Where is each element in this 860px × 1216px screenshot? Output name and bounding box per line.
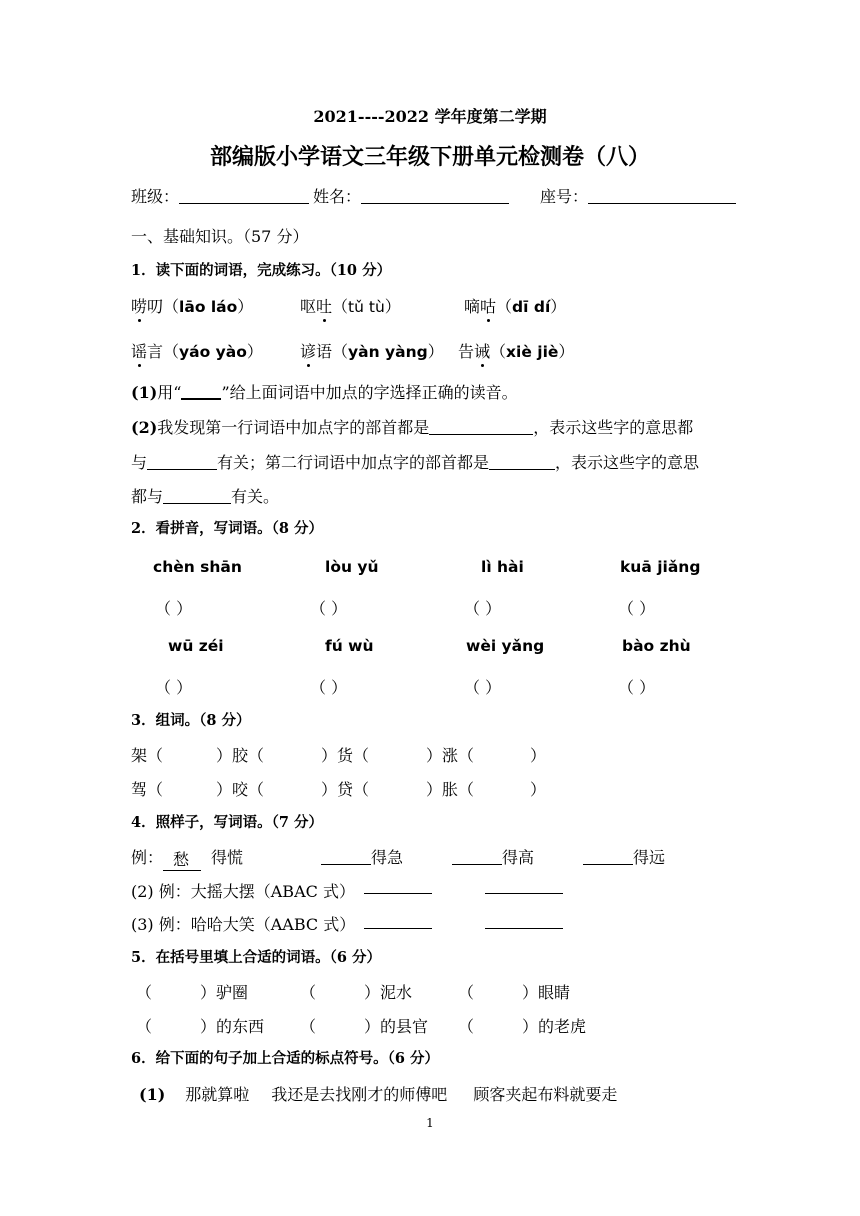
- q2-pinyin-2: lòu yǔ: [325, 558, 379, 576]
- q4-part-2-blank-2[interactable]: [485, 877, 563, 894]
- example-answer: 愁: [163, 847, 201, 871]
- pinyin-options[interactable]: yáo yào: [179, 343, 247, 361]
- q1-word-2: 呕吐（tǔ tù）: [300, 294, 401, 317]
- page-title: 部编版小学语文三年级下册单元检测卷（八）: [209, 144, 650, 170]
- q1-part-2-line-2: 与 有关；第二行词语中加点字的部首都是 ，表示这些字的意思: [131, 453, 700, 472]
- q5-item-4[interactable]: （ ）的东西: [136, 1017, 265, 1036]
- dotted-char: 唠: [131, 294, 147, 317]
- dotted-char: 谣: [131, 339, 147, 362]
- q3-item-4[interactable]: ）涨（: [426, 746, 475, 765]
- q3-item-4-close: ）: [530, 746, 547, 765]
- q4-item-1: 得急: [321, 845, 403, 868]
- class-field: [131, 184, 309, 207]
- q6-sentence-1: (1) 那就算啦 我还是去找刚才的师傅吧 顾客夹起布料就要走: [139, 1085, 618, 1104]
- pinyin-options[interactable]: xiè jiè: [506, 343, 559, 361]
- class-label: 班级：: [131, 187, 180, 206]
- q2-answer-5[interactable]: （ ）: [155, 678, 193, 697]
- q1-part-1: (1)用“ ”给上面词语中加点的字选择正确的读音。: [131, 383, 518, 402]
- q4-part-2: (2) 例：大摇大摆（ABAC 式）: [131, 882, 355, 901]
- meaning-blank-2[interactable]: [163, 489, 231, 504]
- q5-item-5[interactable]: （ ）的县官: [300, 1017, 429, 1036]
- q2-answer-1[interactable]: （ ）: [155, 599, 193, 618]
- q2-pinyin-1: chèn shān: [153, 558, 242, 576]
- q4-item-3: 得远: [583, 845, 665, 868]
- name-blank[interactable]: [361, 187, 509, 204]
- q4-part-3-blank-2[interactable]: [485, 912, 563, 929]
- q2-pinyin-4: kuā jiǎng: [620, 558, 701, 576]
- name-label: 姓名：: [313, 187, 362, 206]
- school-year: 2021----2022 学年度第二学期: [313, 107, 547, 126]
- q5-item-3[interactable]: （ ）眼睛: [458, 983, 571, 1002]
- q1-part-2-line-1: (2)我发现第一行词语中加点字的部首都是 ，表示这些字的意思都: [131, 418, 694, 437]
- radical-blank-2[interactable]: [489, 455, 555, 470]
- q3-item-8[interactable]: ）胀（: [426, 780, 475, 799]
- q1-word-6: 告诫（xiè jiè）: [458, 339, 574, 362]
- q2-answer-6[interactable]: （ ）: [310, 678, 348, 697]
- q2-answer-3[interactable]: （ ）: [464, 599, 502, 618]
- q4-part-2-blank-1[interactable]: [364, 877, 432, 894]
- underline-mark-sample: [181, 384, 221, 400]
- q3-item-2[interactable]: ）胶（: [216, 746, 265, 765]
- q2-pinyin-3: lì hài: [481, 558, 524, 576]
- page-number: 1: [426, 1116, 434, 1130]
- q1-word-4: 谣言（yáo yào）: [131, 339, 263, 362]
- q1-word-3: 嘀咕（dī dí）: [464, 294, 566, 317]
- q2-answer-7[interactable]: （ ）: [464, 678, 502, 697]
- q4-blank-2[interactable]: [452, 850, 502, 865]
- q3-item-7[interactable]: ）贷（: [321, 780, 370, 799]
- q4-part-3: (3) 例：哈哈大笑（AABC 式）: [131, 915, 356, 934]
- q5-item-6[interactable]: （ ）的老虎: [458, 1017, 587, 1036]
- q4-item-2: 得高: [452, 845, 534, 868]
- section-1-title: 一、基础知识。（57 分）: [131, 227, 309, 246]
- q2-pinyin-5: wū zéi: [168, 637, 224, 655]
- q2-pinyin-6: fú wù: [325, 637, 374, 655]
- q1-word-5: 谚语（yàn yàng）: [300, 339, 444, 362]
- q4-blank-1[interactable]: [321, 850, 371, 865]
- pinyin-options[interactable]: lāo láo: [179, 298, 238, 316]
- q3-item-3[interactable]: ）货（: [321, 746, 370, 765]
- q2-title: 2．看拼音，写词语。（8 分）: [131, 520, 323, 537]
- q5-title: 5．在括号里填上合适的词语。（6 分）: [131, 949, 381, 966]
- q3-item-6[interactable]: ）咬（: [216, 780, 265, 799]
- dotted-char: 咕: [480, 294, 496, 317]
- class-blank[interactable]: [179, 187, 309, 204]
- seat-blank[interactable]: [588, 187, 736, 204]
- dotted-char: 谚: [300, 339, 316, 362]
- q1-word-1: 唠叨（lāo láo）: [131, 294, 253, 317]
- q2-answer-2[interactable]: （ ）: [310, 599, 348, 618]
- q2-answer-4[interactable]: （ ）: [618, 599, 656, 618]
- q2-pinyin-7: wèi yǎng: [466, 637, 545, 655]
- name-field: [313, 184, 509, 207]
- dotted-char: 吐: [316, 294, 332, 317]
- q5-item-2[interactable]: （ ）泥水: [300, 983, 413, 1002]
- q1-title: 1．读下面的词语，完成练习。（10 分）: [131, 262, 392, 279]
- q2-answer-8[interactable]: （ ）: [618, 678, 656, 697]
- q3-item-5[interactable]: 驾（: [131, 780, 164, 799]
- q3-title: 3．组词。（8 分）: [131, 712, 251, 729]
- meaning-blank-1[interactable]: [147, 455, 217, 470]
- pinyin-options[interactable]: tǔ tù: [348, 298, 385, 316]
- q5-item-1[interactable]: （ ）驴圈: [136, 983, 249, 1002]
- q4-example: 例： 愁 得慌: [131, 848, 244, 869]
- q3-item-1[interactable]: 架（: [131, 746, 164, 765]
- seat-label: 座号：: [540, 187, 589, 206]
- q4-part-3-blank-1[interactable]: [364, 912, 432, 929]
- q1-part-2-line-3: 都与 有关。: [131, 487, 280, 506]
- q3-item-8-close: ）: [530, 780, 547, 799]
- q2-pinyin-8: bào zhù: [622, 637, 691, 655]
- q6-title: 6．给下面的句子加上合适的标点符号。（6 分）: [131, 1050, 439, 1067]
- pinyin-options[interactable]: yàn yàng: [348, 343, 428, 361]
- q4-title: 4．照样子，写词语。（7 分）: [131, 814, 323, 831]
- seat-field: [540, 184, 736, 207]
- pinyin-options[interactable]: dī dí: [512, 298, 551, 316]
- q4-blank-3[interactable]: [583, 850, 633, 865]
- dotted-char: 诫: [474, 339, 490, 362]
- radical-blank-1[interactable]: [429, 420, 533, 435]
